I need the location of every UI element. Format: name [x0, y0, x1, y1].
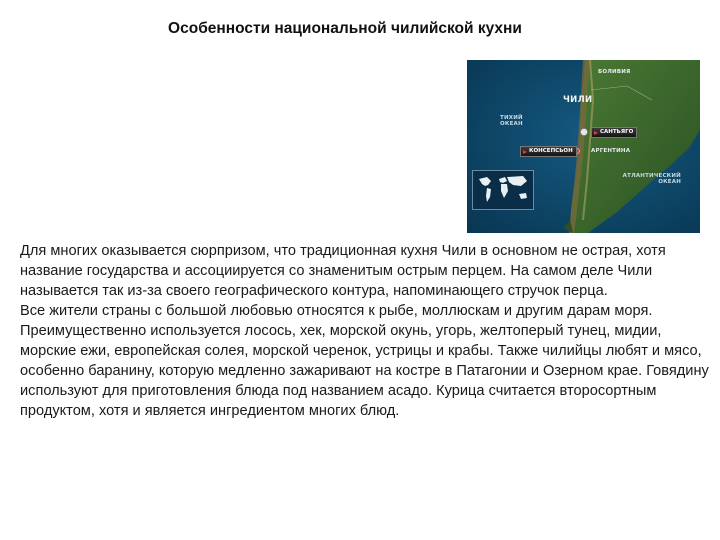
label-atlantic-ocean: АТЛАНТИЧЕСКИЙ ОКЕАН [622, 173, 681, 186]
world-map-inset [472, 170, 534, 210]
santiago-marker [581, 129, 588, 136]
slide-body-text [20, 241, 710, 421]
city-tag-santiago: САНТЬЯГО [591, 127, 637, 138]
label-pacific-ocean: ТИХИЙ ОКЕАН [500, 115, 523, 128]
chile-map-image [467, 60, 700, 233]
paragraph-intro: Для многих оказывается сюрпризом, что традиционная кухня Чили в основном не острая, хотя название государства и ассоциируется со знаменитым острым перцем. На самом деле Чили называется так из-за своего географического контура, напоминающего стручок перца. [20, 243, 666, 299]
world-map-icon [473, 171, 533, 209]
paragraph-seafood-meat: Все жители страны с большой любовью относятся к рыбе, моллюскам и другим дарам моря. Преимущественно используется лосось, хек, морской окунь, угорь, желтоперый тунец, мидии, морские ежи, европейская солея, морской черенок, устрицы и крабы. Также чилийцы любят и мясо, особенно баранину, которую медленно зажаривают на костре в Патагонии и Озерном крае. Говядину используют для приготовления блюда под названием асадо. Курица считается второсортным продуктом, хотя и является ингредиентом многих блюд. [20, 303, 709, 419]
label-argentina: АРГЕНТИНА [591, 148, 631, 154]
slide-title: Особенности национальной чилийской кухни [168, 20, 522, 37]
city-tag-concepcion: КОНСЕПСЬОН [520, 146, 577, 157]
label-bolivia: БОЛИВИЯ [598, 69, 631, 75]
label-chile: ЧИЛИ [563, 95, 593, 105]
